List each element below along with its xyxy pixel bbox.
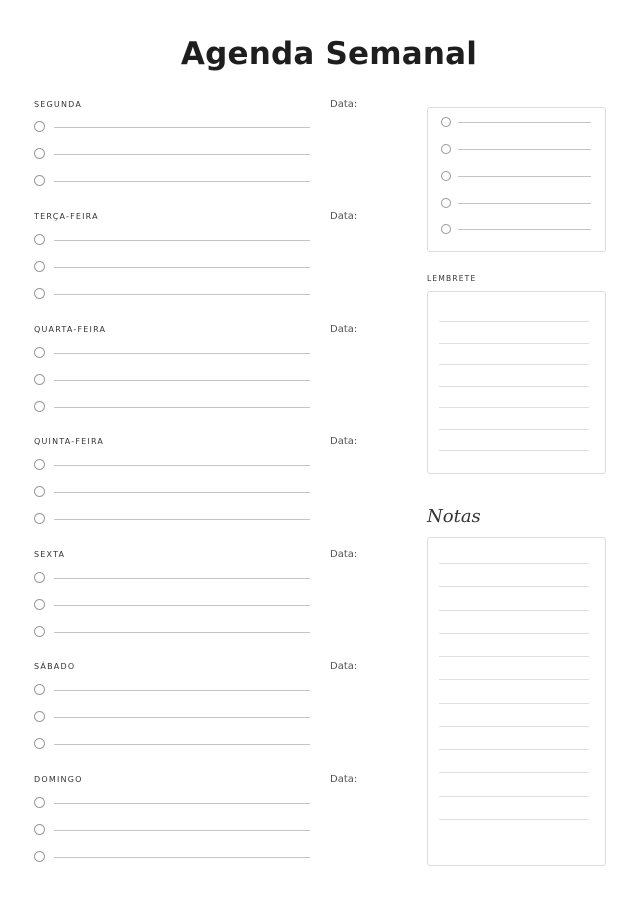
writing-line xyxy=(439,679,589,680)
day-label: QUARTA-FEIRA xyxy=(34,325,107,334)
checkbox-circle[interactable] xyxy=(34,738,45,749)
task-line[interactable] xyxy=(54,407,310,408)
task-item[interactable] xyxy=(34,738,310,752)
task-item[interactable] xyxy=(441,224,591,238)
notas-box[interactable] xyxy=(427,537,606,866)
lembrete-box[interactable] xyxy=(427,291,606,474)
task-line[interactable] xyxy=(54,465,310,466)
writing-line xyxy=(439,429,589,430)
writing-line xyxy=(439,563,589,564)
day-section-quinta xyxy=(34,437,364,537)
task-item[interactable] xyxy=(34,175,310,189)
checkbox-circle[interactable] xyxy=(34,401,45,412)
task-line[interactable] xyxy=(54,690,310,691)
writing-line xyxy=(439,749,589,750)
task-item[interactable] xyxy=(34,824,310,838)
task-line[interactable] xyxy=(458,149,591,150)
writing-line xyxy=(439,633,589,634)
task-item[interactable] xyxy=(34,599,310,613)
task-item[interactable] xyxy=(34,347,310,361)
task-item[interactable] xyxy=(34,374,310,388)
checkbox-circle[interactable] xyxy=(441,224,451,234)
writing-line xyxy=(439,321,589,322)
checkbox-circle[interactable] xyxy=(34,824,45,835)
writing-line xyxy=(439,726,589,727)
page-title: Agenda Semanal xyxy=(180,36,478,72)
task-line[interactable] xyxy=(54,181,310,182)
writing-line xyxy=(439,407,589,408)
task-item[interactable] xyxy=(34,234,310,248)
checkbox-circle[interactable] xyxy=(34,572,45,583)
day-label: SEGUNDA xyxy=(34,100,83,109)
task-line[interactable] xyxy=(458,229,591,230)
checkbox-circle[interactable] xyxy=(441,198,451,208)
day-section-sexta xyxy=(34,550,364,650)
task-item[interactable] xyxy=(34,711,310,725)
task-line[interactable] xyxy=(458,122,591,123)
task-item[interactable] xyxy=(441,117,591,131)
task-item[interactable] xyxy=(34,486,310,500)
date-label: Data: xyxy=(330,324,358,335)
task-line[interactable] xyxy=(54,267,310,268)
date-label: Data: xyxy=(330,549,358,560)
checkbox-circle[interactable] xyxy=(34,599,45,610)
task-line[interactable] xyxy=(458,203,591,204)
writing-line xyxy=(439,819,589,820)
task-item[interactable] xyxy=(34,851,310,865)
checkbox-circle[interactable] xyxy=(34,347,45,358)
writing-line xyxy=(439,364,589,365)
task-line[interactable] xyxy=(54,519,310,520)
checkbox-circle[interactable] xyxy=(34,851,45,862)
checkbox-circle[interactable] xyxy=(34,234,45,245)
writing-line xyxy=(439,703,589,704)
checkbox-circle[interactable] xyxy=(441,144,451,154)
date-label: Data: xyxy=(330,436,358,447)
task-line[interactable] xyxy=(54,857,310,858)
writing-line xyxy=(439,656,589,657)
task-item[interactable] xyxy=(441,144,591,158)
day-section-sabado xyxy=(34,662,364,762)
task-line[interactable] xyxy=(54,154,310,155)
day-label: DOMINGO xyxy=(34,775,83,784)
task-item[interactable] xyxy=(34,288,310,302)
writing-line xyxy=(439,343,589,344)
task-line[interactable] xyxy=(54,830,310,831)
task-item[interactable] xyxy=(34,513,310,527)
task-line[interactable] xyxy=(54,717,310,718)
task-line[interactable] xyxy=(54,127,310,128)
writing-line xyxy=(439,796,589,797)
checkbox-circle[interactable] xyxy=(34,711,45,722)
checkbox-circle[interactable] xyxy=(34,486,45,497)
task-line[interactable] xyxy=(54,632,310,633)
day-section-domingo xyxy=(34,775,364,875)
writing-line xyxy=(439,610,589,611)
day-section-terca xyxy=(34,212,364,312)
task-item[interactable] xyxy=(34,459,310,473)
task-line[interactable] xyxy=(54,803,310,804)
checkbox-circle[interactable] xyxy=(34,626,45,637)
checkbox-circle[interactable] xyxy=(34,513,45,524)
task-line[interactable] xyxy=(54,744,310,745)
task-item[interactable] xyxy=(34,401,310,415)
writing-line xyxy=(439,386,589,387)
task-item[interactable] xyxy=(34,797,310,811)
checkbox-circle[interactable] xyxy=(441,171,451,181)
date-label: Data: xyxy=(330,99,358,110)
writing-line xyxy=(439,450,589,451)
task-item[interactable] xyxy=(34,626,310,640)
checkbox-circle[interactable] xyxy=(34,121,45,132)
task-item[interactable] xyxy=(34,148,310,162)
day-label: SEXTA xyxy=(34,550,66,559)
day-label: QUINTA-FEIRA xyxy=(34,437,105,446)
task-line[interactable] xyxy=(54,578,310,579)
writing-line xyxy=(439,772,589,773)
checkbox-circle[interactable] xyxy=(34,148,45,159)
task-item[interactable] xyxy=(441,171,591,185)
checkbox-circle[interactable] xyxy=(34,459,45,470)
writing-line xyxy=(439,586,589,587)
task-item[interactable] xyxy=(441,198,591,212)
task-line[interactable] xyxy=(54,294,310,295)
checkbox-circle[interactable] xyxy=(34,684,45,695)
task-item[interactable] xyxy=(34,261,310,275)
notas-title: Notas xyxy=(427,506,481,527)
task-line[interactable] xyxy=(54,353,310,354)
task-line[interactable] xyxy=(54,380,310,381)
date-label: Data: xyxy=(330,661,358,672)
task-item[interactable] xyxy=(34,121,310,135)
day-label: SÁBADO xyxy=(34,662,76,671)
task-line[interactable] xyxy=(458,176,591,177)
checkbox-circle[interactable] xyxy=(34,797,45,808)
task-line[interactable] xyxy=(54,605,310,606)
task-line[interactable] xyxy=(54,240,310,241)
lembrete-label: LEMBRETE xyxy=(427,274,477,283)
task-item[interactable] xyxy=(34,684,310,698)
task-item[interactable] xyxy=(34,572,310,586)
date-label: Data: xyxy=(330,211,358,222)
checkbox-circle[interactable] xyxy=(34,288,45,299)
checkbox-circle[interactable] xyxy=(34,175,45,186)
day-section-quarta xyxy=(34,325,364,425)
day-label: TERÇA-FEIRA xyxy=(34,212,99,221)
day-section-segunda xyxy=(34,100,364,200)
checklist-box xyxy=(427,107,606,252)
checkbox-circle[interactable] xyxy=(34,261,45,272)
date-label: Data: xyxy=(330,774,358,785)
checkbox-circle[interactable] xyxy=(34,374,45,385)
task-line[interactable] xyxy=(54,492,310,493)
checkbox-circle[interactable] xyxy=(441,117,451,127)
